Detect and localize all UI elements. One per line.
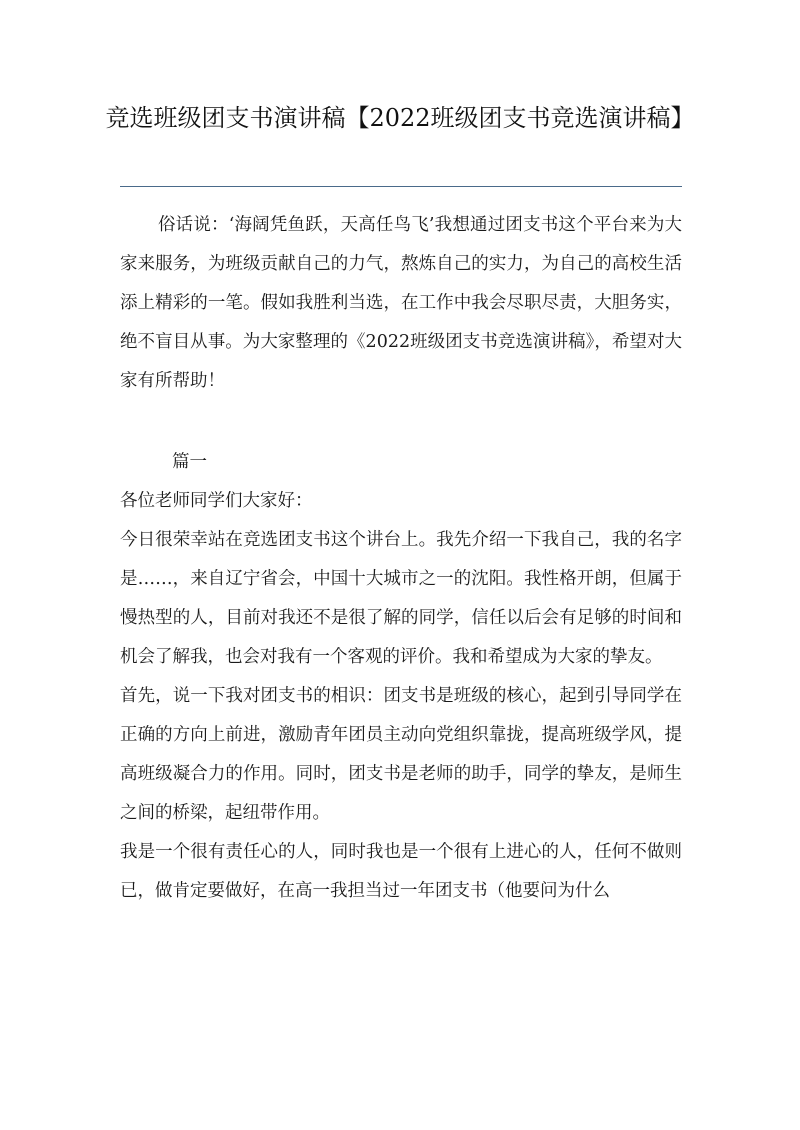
document-title: 竞选班级团支书演讲稿【2022班级团支书竞选演讲稿】 (105, 104, 695, 132)
section-spacer (120, 401, 682, 443)
body-paragraph-3: 我是一个很有责任心的人，同时我也是一个很有上进心的人，任何不做则已，做肯定要做好，在高一我担当过一年团支书（他要问为什么 (120, 842, 682, 901)
section-heading: 篇一 (172, 452, 207, 472)
document-body (120, 206, 682, 911)
greeting-line: 各位老师同学们大家好： (120, 491, 313, 511)
body-paragraph-1: 今日很荣幸站在竞选团支书这个讲台上。我先介绍一下我自己，我的名字是……，来自辽宁省会，中国十大城市之一的沈阳。我性格开朗，但属于慢热型的人，目前对我还不是很了解的同学，信任以后会有足够的时间和机会了解我，也会对我有一个客观的评价。我和希望成为大家的挚友。 (120, 530, 682, 667)
title-divider (120, 186, 682, 187)
intro-paragraph: 俗话说：‘海阔凭鱼跃，天高任鸟飞’我想通过团支书这个平台来为大家来服务，为班级贡献自己的力气，熬炼自己的实力，为自己的高校生活添上精彩的一笔。假如我胜利当选，在工作中我会尽职尽责，大胆务实，绝不盲目从事。为大家整理的《2022班级团支书竞选演讲稿》，希望对大家有所帮助！ (120, 215, 682, 391)
body-paragraph-2: 首先，说一下我对团支书的相识：团支书是班级的核心，起到引导同学在正确的方向上前进，激励青年团员主动向党组织靠拢，提高班级学风，提高班级凝合力的作用。同时，团支书是老师的助手，同学的挚友，是师生之间的桥梁，起纽带作用。 (120, 686, 682, 823)
